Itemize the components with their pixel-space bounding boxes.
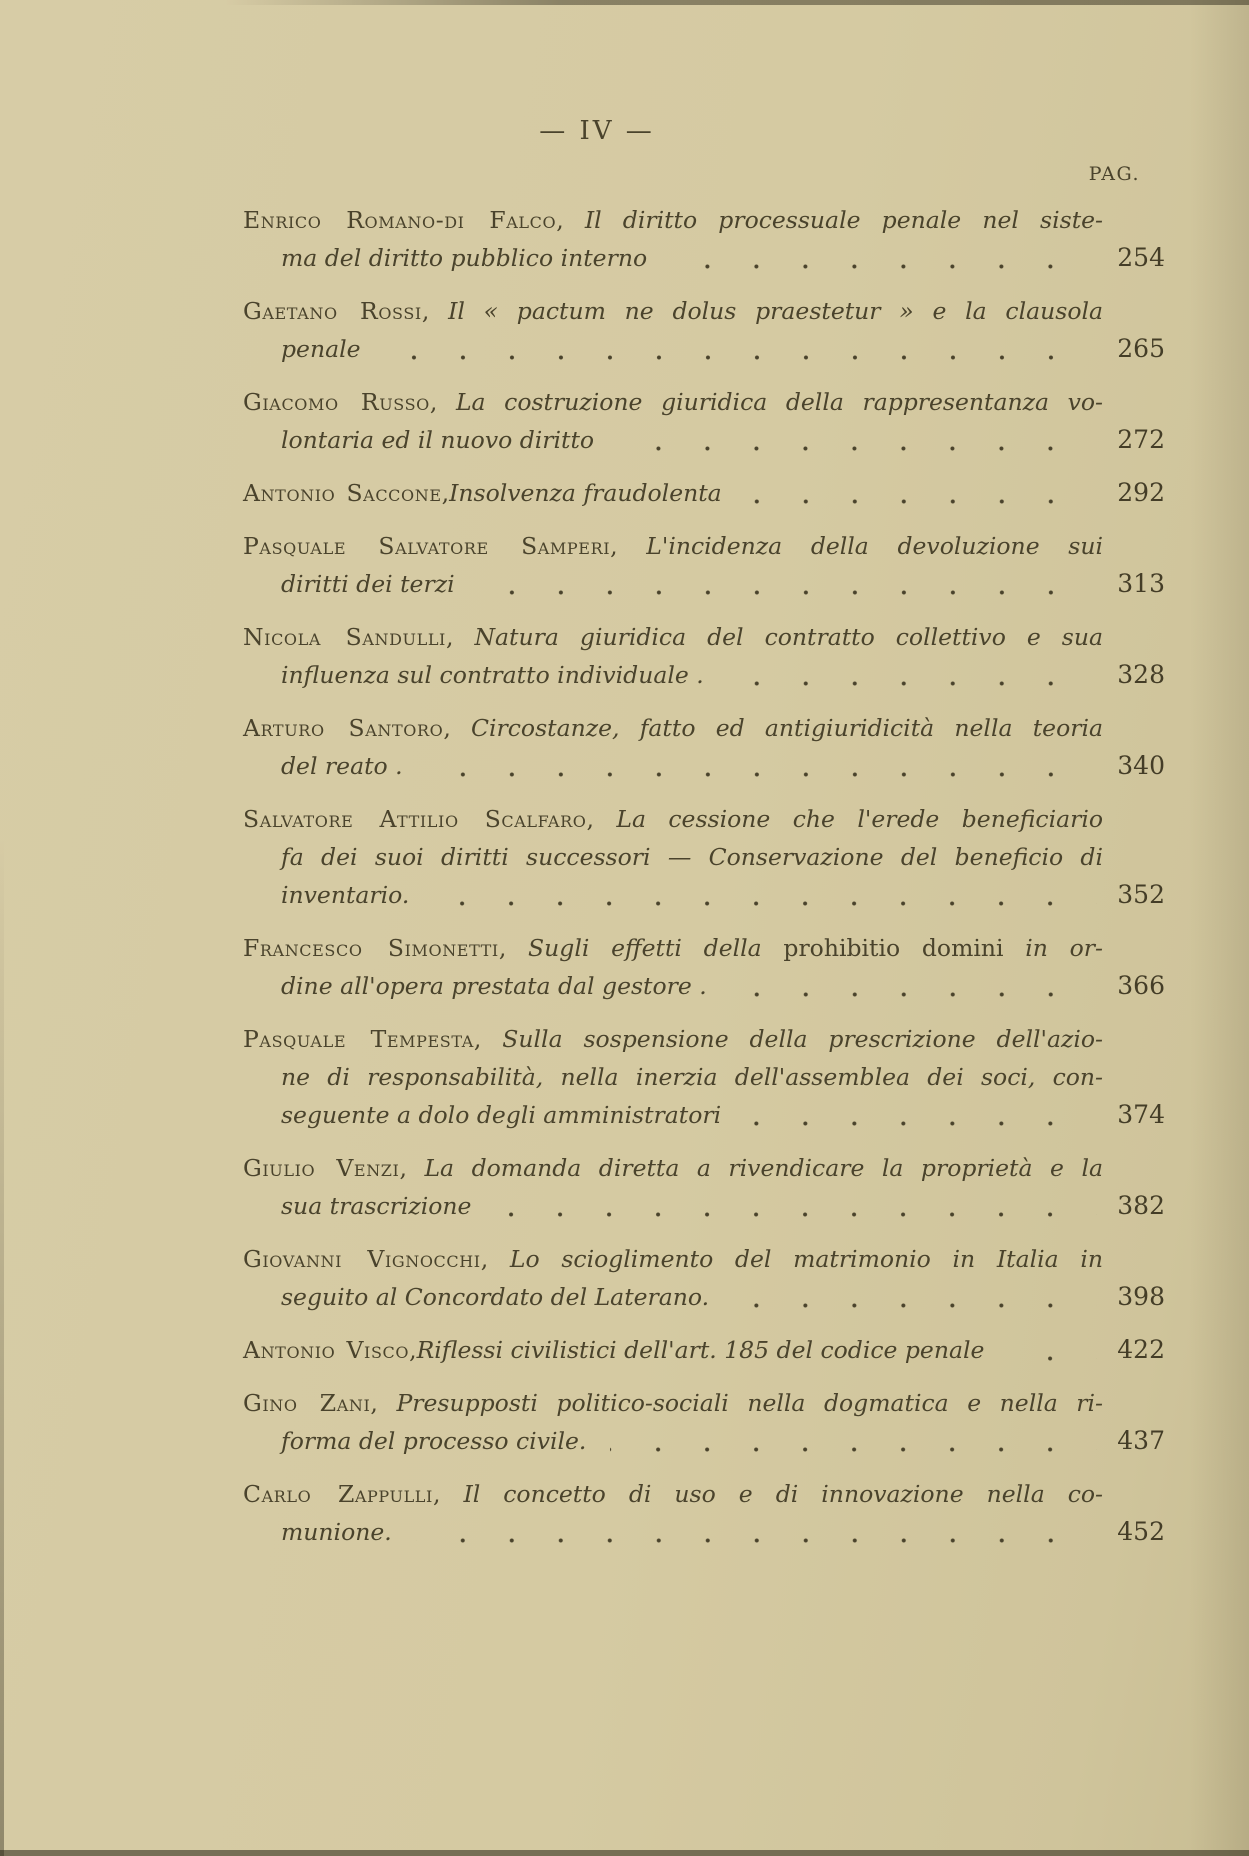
title-text: Insolvenza fraudolenta	[449, 479, 722, 507]
title-text: Lo scioglimento del matrimonio in Italia in	[509, 1245, 1103, 1273]
scan-edge-top	[0, 0, 1249, 5]
author-name: Antonio Saccone	[243, 479, 442, 507]
page-number: 340	[1117, 751, 1165, 780]
page-number: 328	[1117, 660, 1165, 689]
title-text: Il diritto processuale penale nel siste-	[584, 206, 1103, 234]
toc-line	[243, 527, 1103, 565]
title-text: penale	[281, 335, 361, 363]
toc-line	[243, 1475, 1103, 1513]
page-number: 352	[1117, 880, 1165, 909]
separator: ,	[421, 297, 449, 325]
toc-line	[243, 1149, 1103, 1187]
pag-column-label: PAG.	[1088, 163, 1140, 185]
page-number: 265	[1117, 334, 1165, 363]
dot-leader	[427, 772, 1097, 777]
page-number: 422	[1117, 1335, 1165, 1364]
dot-leader	[495, 1212, 1097, 1217]
toc-entry	[243, 709, 1165, 785]
dot-leader	[618, 446, 1097, 451]
title-text: in or-	[1025, 934, 1103, 962]
toc-entry	[243, 1020, 1165, 1134]
toc-entry	[243, 527, 1165, 603]
separator: ,	[370, 1389, 397, 1417]
title-text: Riflessi civilistici dell'art. 185 del codice penale	[416, 1336, 985, 1364]
dot-leader	[385, 355, 1097, 360]
separator: ,	[443, 714, 472, 742]
toc-entry	[243, 929, 1165, 1005]
toc-line	[243, 800, 1103, 838]
title-text: forma del processo civile.	[281, 1427, 587, 1455]
toc-entry	[243, 1149, 1165, 1225]
author-name: Giacomo Russo	[243, 388, 430, 416]
separator: ,	[498, 934, 529, 962]
title-text: La domanda diretta a rivendicare la proprietà e la	[424, 1154, 1103, 1182]
page-number: 398	[1117, 1282, 1165, 1311]
author-name: Giulio Venzi	[243, 1154, 400, 1182]
separator: ,	[432, 1480, 464, 1508]
title-text: fa dei suoi diritti successori — Conservazione del beneficio di	[281, 843, 1103, 871]
separator: ,	[556, 206, 585, 234]
separator: prohibitio domini	[783, 934, 1026, 962]
separator: ,	[441, 479, 450, 507]
scan-edge-bottom	[0, 1850, 1249, 1856]
toc-line	[243, 1384, 1103, 1422]
toc-line	[243, 383, 1103, 421]
title-text: Sugli effetti della	[528, 934, 784, 962]
toc-line	[243, 1096, 1103, 1134]
scan-edge-left	[0, 835, 4, 1856]
page-number: 272	[1117, 425, 1165, 454]
toc-line	[243, 656, 1103, 694]
title-text: Il « pactum ne dolus praestetur » e la clausola	[448, 297, 1103, 325]
author-name: Arturo Santoro	[243, 714, 444, 742]
toc-entry	[243, 292, 1165, 368]
dot-leader	[416, 1538, 1097, 1543]
author-name: Antonio Visco	[243, 1336, 410, 1364]
title-text: ne di responsabilità, nella inerzia dell'assemblea dei soci, con-	[281, 1063, 1103, 1091]
separator: ,	[399, 1154, 425, 1182]
dot-leader	[733, 1303, 1097, 1308]
title-text: La cessione che l'erede beneficiario	[616, 805, 1104, 833]
toc-line	[243, 618, 1103, 656]
toc-line	[243, 838, 1103, 876]
toc-entry	[243, 1331, 1165, 1369]
title-text: del reato .	[281, 752, 403, 780]
author-name: Gino Zani	[243, 1389, 371, 1417]
author-name: Pasquale Salvatore Samperi	[243, 532, 611, 560]
author-name: Francesco Simonetti	[243, 934, 499, 962]
dot-leader	[433, 901, 1097, 906]
toc-line	[243, 967, 1103, 1005]
dot-leader	[731, 992, 1097, 997]
toc-line	[243, 1513, 1103, 1551]
title-text: inventario.	[281, 881, 410, 909]
toc-line	[243, 1187, 1103, 1225]
title-text: munione.	[281, 1518, 392, 1546]
toc-line	[243, 1278, 1103, 1316]
author-name: Salvatore Attilio Scalfaro	[243, 805, 587, 833]
toc-line	[243, 1020, 1103, 1058]
toc-line	[243, 239, 1103, 277]
title-text: L'incidenza della devoluzione sui	[646, 532, 1103, 560]
page-number: 292	[1117, 478, 1165, 507]
toc-entry	[243, 1240, 1165, 1316]
scan-edge-right	[1189, 0, 1249, 1856]
page-number: 452	[1117, 1517, 1165, 1546]
toc-entry	[243, 1475, 1165, 1551]
title-text: diritti dei terzi	[281, 570, 455, 598]
toc-line	[243, 747, 1103, 785]
dot-leader	[745, 1121, 1097, 1126]
dot-leader	[728, 681, 1097, 686]
title-text: La costruzione giuridica della rappresentanza vo-	[455, 388, 1103, 416]
toc-entries	[243, 201, 1165, 1566]
toc-line	[243, 929, 1103, 967]
title-text: Circostanze, fatto ed antigiuridicità nella teoria	[471, 714, 1103, 742]
toc-line	[243, 421, 1103, 459]
author-name: Carlo Zappulli	[243, 1480, 433, 1508]
toc-line	[243, 1331, 1103, 1369]
page-number: 437	[1117, 1426, 1165, 1455]
separator: ,	[473, 1025, 503, 1053]
page-number: 313	[1117, 569, 1165, 598]
page-number: 382	[1117, 1191, 1165, 1220]
title-text: Presupposti politico-sociali nella dogmatica e nella ri-	[396, 1389, 1103, 1417]
page-number: 366	[1117, 971, 1165, 1000]
separator: ,	[586, 805, 617, 833]
dot-leader	[610, 1447, 1097, 1452]
author-name: Enrico Romano-di Falco	[243, 206, 557, 234]
toc-line	[243, 1240, 1103, 1278]
title-text: seguito al Concordato del Laterano.	[281, 1283, 710, 1311]
toc-line	[243, 474, 1103, 512]
title-text: influenza sul contratto individuale .	[281, 661, 704, 689]
toc-entry	[243, 800, 1165, 914]
title-text: dine all'opera prestata dal gestore .	[281, 972, 707, 1000]
toc-entry	[243, 618, 1165, 694]
title-text: Sulla sospensione della prescrizione dell'azio-	[502, 1025, 1103, 1053]
dot-leader	[671, 264, 1097, 269]
dot-leader	[1008, 1356, 1097, 1361]
separator: ,	[480, 1245, 510, 1273]
dot-leader	[479, 590, 1097, 595]
toc-entry	[243, 1384, 1165, 1460]
toc-line	[243, 709, 1103, 747]
title-text: lontaria ed il nuovo diritto	[281, 426, 595, 454]
page-number: 254	[1117, 243, 1165, 272]
separator: ,	[409, 1336, 417, 1364]
toc-entry	[243, 201, 1165, 277]
toc-entry	[243, 474, 1165, 512]
toc-line	[243, 876, 1103, 914]
toc-line	[243, 201, 1103, 239]
toc-line	[243, 565, 1103, 603]
page-number-header: — IV —	[539, 116, 655, 146]
title-text: Il concetto di uso e di innovazione nella co-	[463, 1480, 1103, 1508]
toc-line	[243, 1058, 1103, 1096]
title-text: seguente a dolo degli amministratori	[281, 1101, 722, 1129]
title-text: Natura giuridica del contratto collettivo e sua	[474, 623, 1103, 651]
toc-line	[243, 292, 1103, 330]
author-name: Giovanni Vignocchi	[243, 1245, 481, 1273]
toc-line	[243, 330, 1103, 368]
toc-line	[243, 1422, 1103, 1460]
toc-entry	[243, 383, 1165, 459]
title-text: ma del diritto pubblico interno	[281, 244, 648, 272]
separator: ,	[429, 388, 456, 416]
page-number: 374	[1117, 1100, 1165, 1129]
separator: ,	[610, 532, 647, 560]
dot-leader	[746, 499, 1097, 504]
author-name: Nicola Sandulli	[243, 623, 446, 651]
author-name: Gaetano Rossi	[243, 297, 422, 325]
separator: ,	[445, 623, 475, 651]
title-text: sua trascrizione	[281, 1192, 472, 1220]
author-name: Pasquale Tempesta	[243, 1025, 474, 1053]
